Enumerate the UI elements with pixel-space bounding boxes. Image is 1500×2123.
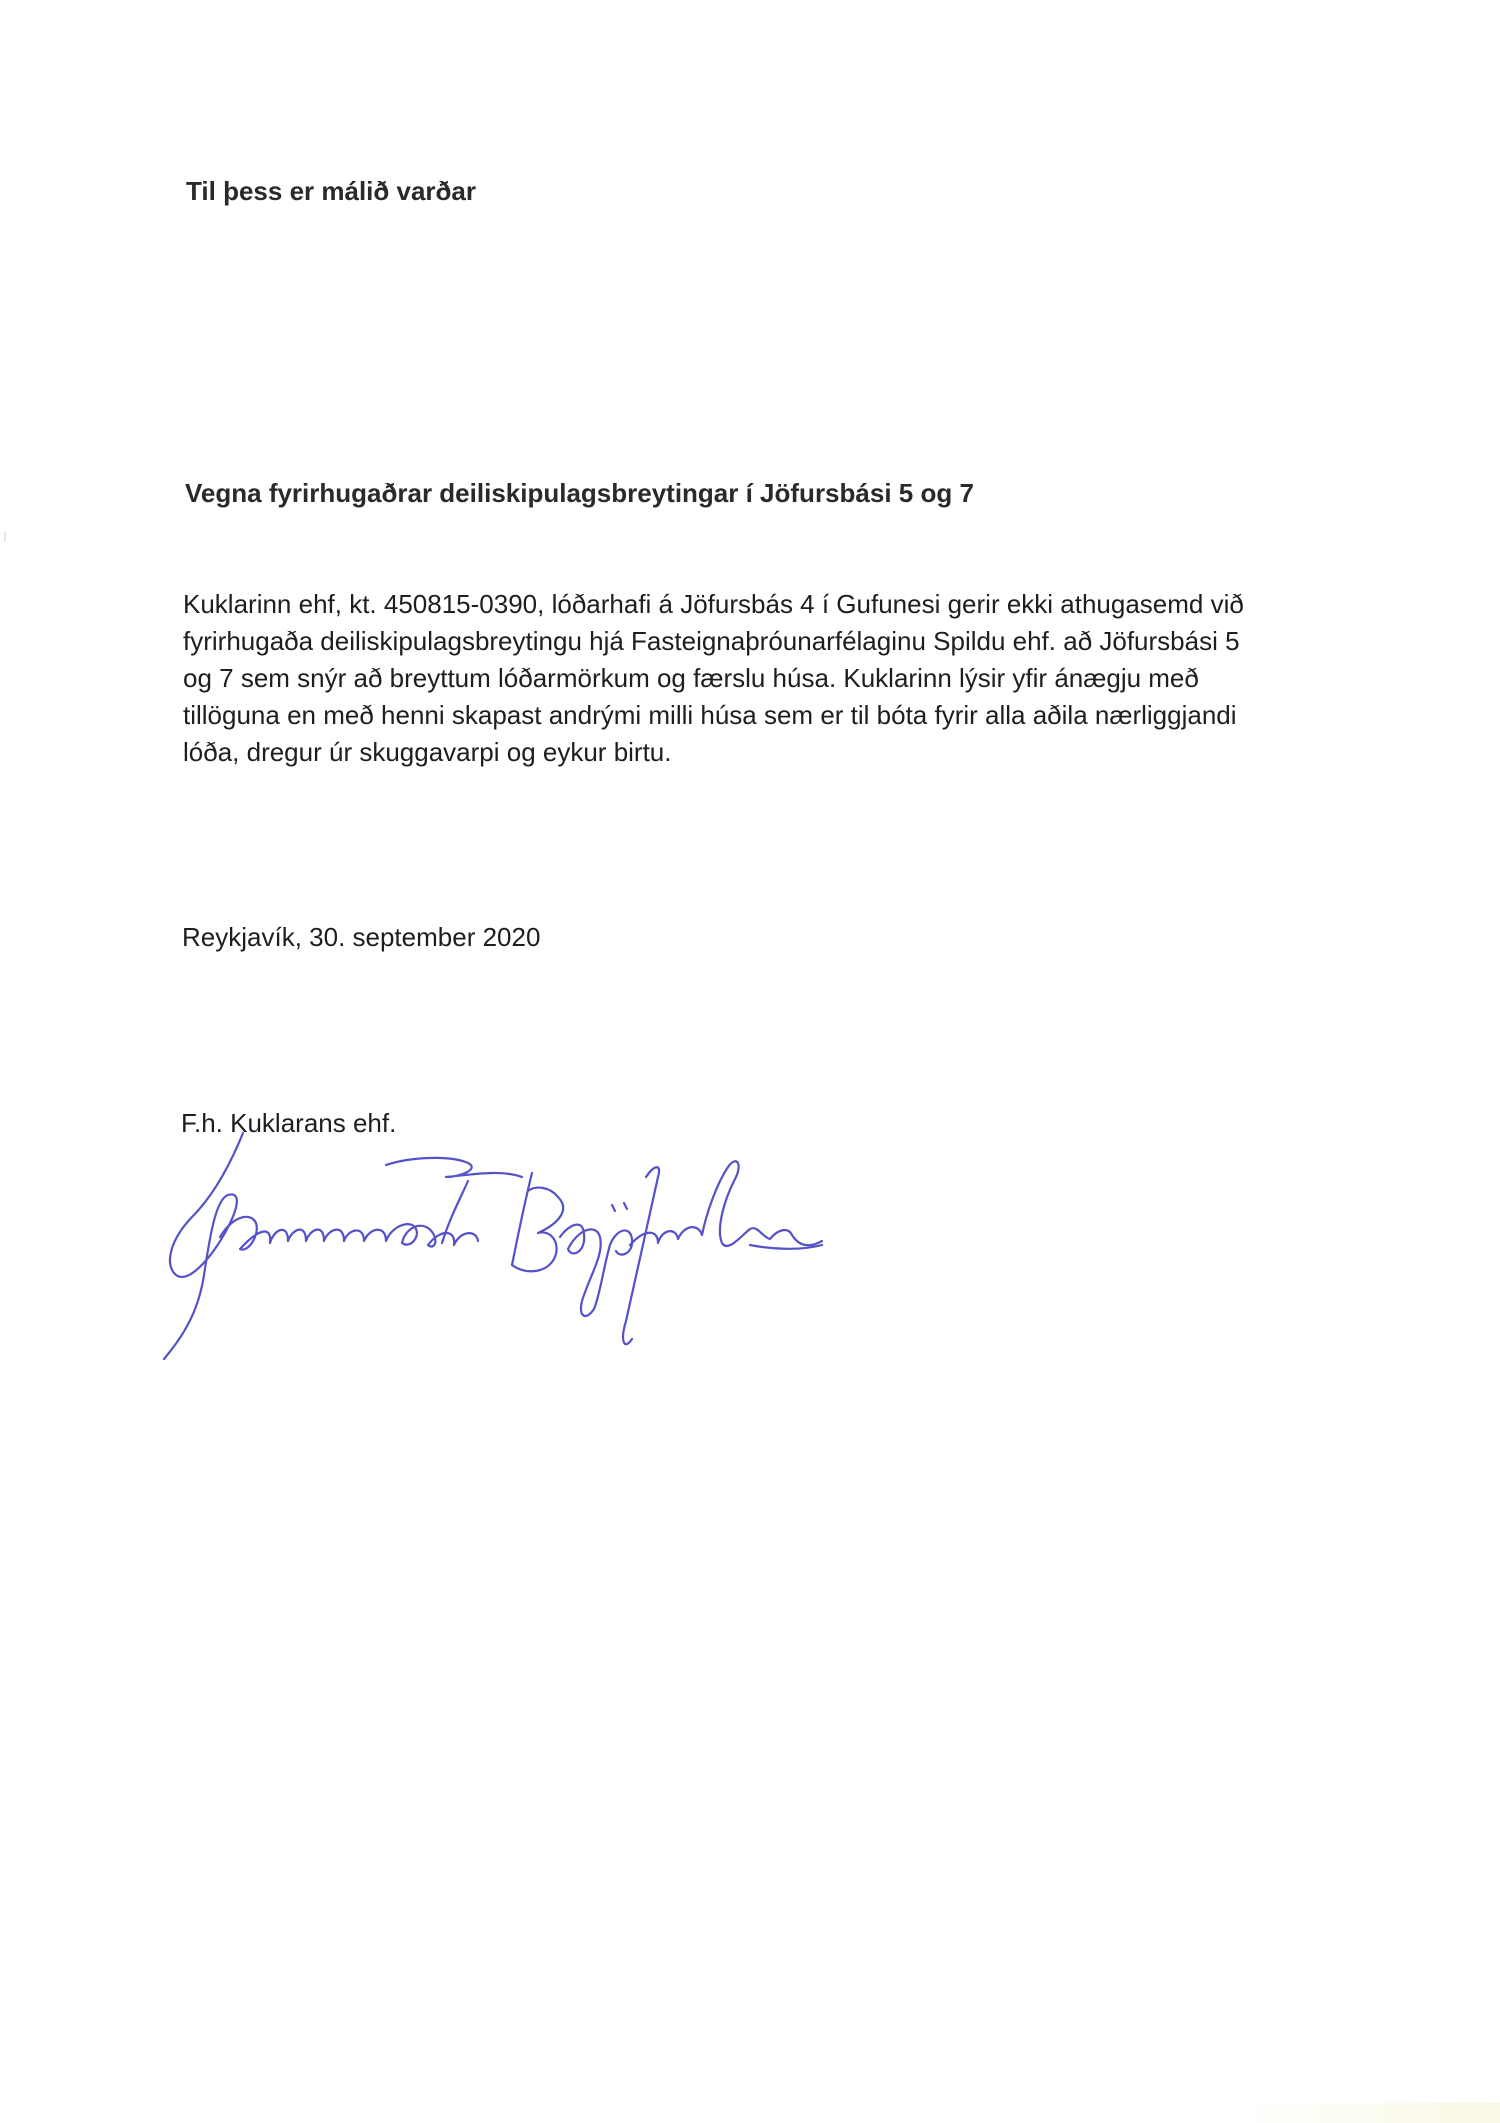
scan-edge-tint bbox=[1240, 2103, 1500, 2123]
body-line: Kuklarinn ehf, kt. 450815-0390, lóðarhafi á Jöfursbás 4 í Gufunesi gerir ekki athugasemd við bbox=[183, 589, 1244, 619]
body-line: og 7 sem snýr að breyttum lóðarmörkum og færslu húsa. Kuklarinn lýsir yfir ánægju með bbox=[183, 663, 1199, 693]
signatory-line: F.h. Kuklarans ehf. bbox=[181, 1108, 397, 1138]
scan-margin-mark bbox=[4, 532, 6, 542]
letter-body bbox=[183, 586, 1343, 771]
body-line: fyrirhugaða deiliskipulagsbreytingu hjá Fasteignaþróunarfélaginu Spildu ehf. að Jöfursbási 5 bbox=[183, 626, 1240, 656]
letter-subject: Vegna fyrirhugaðrar deiliskipulagsbreytingar í Jöfursbási 5 og 7 bbox=[185, 478, 974, 508]
handwritten-signature bbox=[150, 1125, 910, 1370]
place-and-date: Reykjavík, 30. september 2020 bbox=[182, 922, 541, 952]
letter-salutation: Til þess er málið varðar bbox=[186, 176, 476, 206]
body-line: lóða, dregur úr skuggavarpi og eykur birtu. bbox=[183, 737, 672, 767]
body-line: tillöguna en með henni skapast andrými milli húsa sem er til bóta fyrir alla aðila nærliggjandi bbox=[183, 700, 1237, 730]
